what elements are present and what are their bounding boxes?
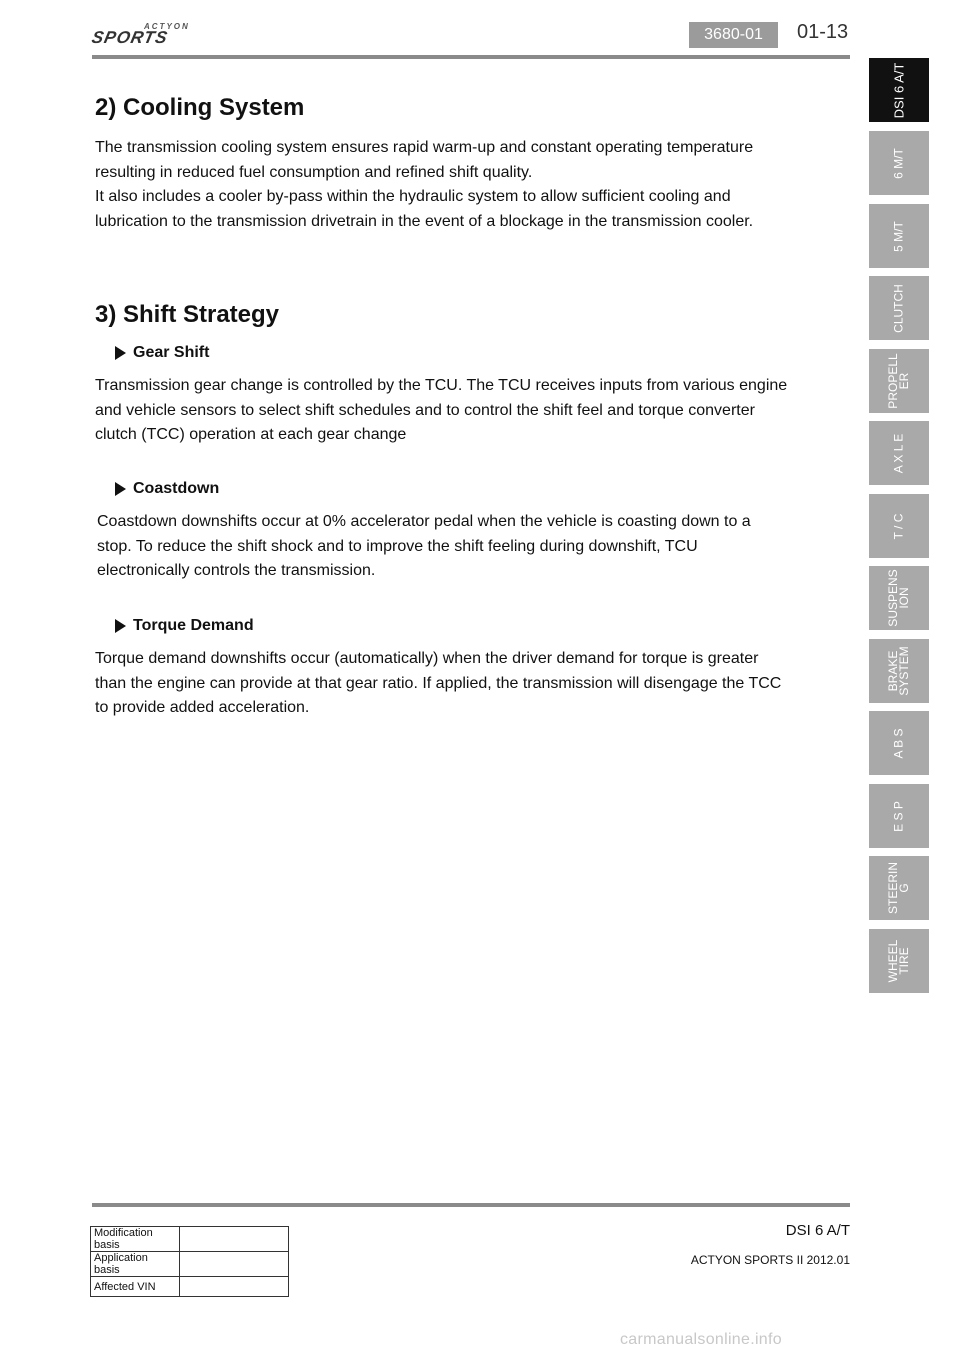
paragraph-line: Transmission gear change is controlled by the TCU. The TCU receives inputs from various engine (95, 377, 788, 394)
actyon-sports-logo (92, 20, 207, 48)
torque-demand-subheading (115, 617, 254, 635)
tab-wheel-tire[interactable] (869, 929, 929, 993)
page-number: 01-13 (797, 21, 849, 43)
paragraph-line: than the engine can provide at that gear ratio. If applied, the transmission will disengage the TCC (95, 674, 782, 692)
table-label-cell: Modification basis (91, 1227, 180, 1252)
coastdown-paragraph (97, 510, 812, 584)
torque-demand-label: Torque Demand (133, 617, 254, 634)
tab-dsi-6-at[interactable] (869, 58, 929, 122)
table-label-cell: Application basis (91, 1252, 180, 1277)
tab-6-mt[interactable] (869, 131, 929, 195)
table-row (91, 1227, 289, 1252)
cooling-system-heading: 2) Cooling System (95, 94, 305, 121)
gear-shift-label: Gear Shift (133, 344, 210, 361)
triangle-bullet-icon (115, 619, 126, 633)
paragraph-line: stop. To reduce the shift shock and to improve the shift feeling during downshift, TCU (97, 537, 698, 555)
tab-label: CLUTCH (891, 283, 906, 333)
gear-shift-subheading (115, 344, 209, 362)
tab-esp[interactable] (869, 784, 929, 848)
tab-label: 6 M/T (891, 147, 906, 179)
tab-label: DSI 6 A/T (891, 62, 907, 118)
tab-abs[interactable] (869, 711, 929, 775)
table-value-cell (180, 1252, 289, 1277)
paragraph-line: electronically controls the transmission. (97, 562, 376, 579)
paragraph-line: and vehicle sensors to select shift schedules and to control the shift feel and torque converter (95, 401, 755, 419)
paragraph-line: lubrication to the transmission drivetrain in the event of a blockage in the transmission cooler. (95, 212, 754, 230)
footer-divider (92, 1203, 850, 1207)
paragraph-line: to provide added acceleration. (95, 699, 310, 716)
footer-subtitle: ACTYON SPORTS II 2012.01 (690, 1253, 850, 1267)
shift-strategy-heading: 3) Shift Strategy (95, 301, 280, 328)
tab-suspension[interactable] (869, 566, 929, 630)
tab-label: T / C (891, 513, 906, 539)
tab-brake-system[interactable] (869, 639, 929, 703)
tab-label: BRAKE SYSTEM (886, 646, 911, 696)
paragraph-line: The transmission cooling system ensures rapid warm-up and constant operating temperature (95, 139, 754, 156)
paragraph-line: It also includes a cooler by-pass within the hydraulic system to allow sufficient cooling and (95, 188, 731, 205)
tab-5-mt[interactable] (869, 204, 929, 268)
gear-shift-paragraph (95, 374, 810, 448)
tab-label: A X L E (891, 433, 906, 473)
paragraph-line: Torque demand downshifts occur (automatically) when the driver demand for torque is greater (95, 650, 759, 667)
tab-label: E S P (891, 800, 906, 832)
torque-demand-paragraph (95, 647, 810, 721)
tab-tc[interactable] (869, 494, 929, 558)
table-value-cell (180, 1277, 289, 1297)
tab-label: STEERIN G (886, 862, 911, 915)
table-row (91, 1277, 289, 1297)
coastdown-subheading (115, 480, 219, 498)
tab-label: SUSPENS ION (886, 569, 911, 627)
footer-title: DSI 6 A/T (785, 1222, 850, 1239)
watermark-text: carmanualsonline.info (620, 1331, 782, 1348)
tab-label: 5 M/T (891, 220, 906, 252)
modification-table (90, 1226, 289, 1297)
table-value-cell (180, 1227, 289, 1252)
header-divider (92, 55, 850, 59)
tab-axle[interactable] (869, 421, 929, 485)
tab-label: WHEEL TIRE (886, 939, 911, 983)
doc-code-badge: 3680-01 (689, 22, 778, 48)
coastdown-label: Coastdown (133, 480, 220, 497)
paragraph-line: resulting in reduced fuel consumption and refined shift quality. (95, 163, 533, 181)
logo-brand-text: ACTYON (144, 22, 190, 31)
triangle-bullet-icon (115, 482, 126, 496)
tab-steering[interactable] (869, 856, 929, 920)
triangle-bullet-icon (115, 346, 126, 360)
tab-label: PROPELL ER (886, 353, 911, 409)
tab-label: A B S (891, 727, 906, 759)
table-label-cell: Affected VIN (91, 1277, 180, 1297)
tab-propeller[interactable] (869, 349, 929, 413)
tab-clutch[interactable] (869, 276, 929, 340)
cooling-system-paragraph (95, 136, 810, 234)
paragraph-line: Coastdown downshifts occur at 0% accelerator pedal when the vehicle is coasting down to a (97, 513, 751, 530)
logo-main-text: SPORTS (90, 28, 170, 47)
table-row (91, 1252, 289, 1277)
paragraph-line: clutch (TCC) operation at each gear change (95, 426, 407, 443)
